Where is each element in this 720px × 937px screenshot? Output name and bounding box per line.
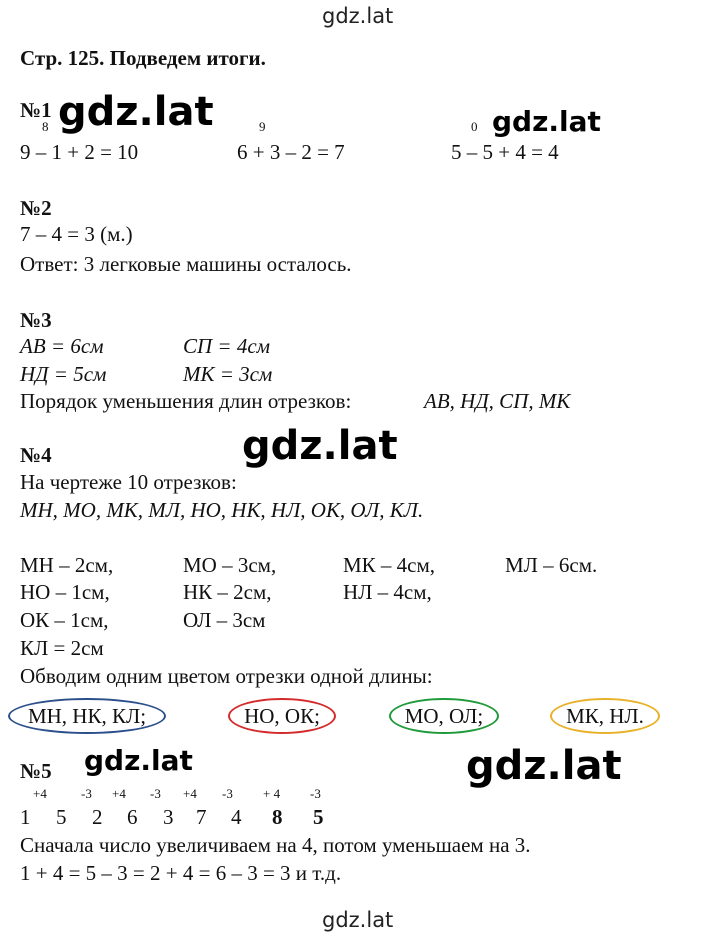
- task5-num: 3: [163, 805, 174, 829]
- task3-label: №3: [20, 308, 52, 332]
- task5-num: 6: [127, 805, 138, 829]
- task1-label: №1: [20, 98, 52, 122]
- task1-sup1: 8: [42, 119, 49, 134]
- page-title: Стр. 125. Подведем итоги.: [20, 46, 266, 70]
- watermark-medium: gdz.lat: [492, 105, 601, 138]
- task5-op: +4: [183, 786, 197, 801]
- task4-length: МО – 3см,: [183, 553, 277, 577]
- task5-line2: 1 + 4 = 5 – 3 = 2 + 4 = 6 – 3 = 3 и т.д.: [20, 861, 342, 885]
- watermark-large: gdz.lat: [466, 743, 622, 789]
- task5-num: 4: [231, 805, 242, 829]
- task4-label: №4: [20, 443, 52, 467]
- task5-op: +4: [112, 786, 126, 801]
- task1-eq2: 6 + 3 – 2 = 7: [237, 140, 345, 164]
- task5-op: + 4: [263, 786, 281, 801]
- task4-line1: На чертеже 10 отрезков:: [20, 470, 237, 494]
- task5-op: -3: [81, 786, 92, 801]
- task4-length: МН – 2см,: [20, 553, 114, 577]
- watermark-large: gdz.lat: [242, 423, 398, 469]
- group-oval-blue: МН, НК, КЛ;: [8, 698, 166, 734]
- task3-mk: МК = 3см: [183, 362, 273, 386]
- task3-nd: НД = 5см: [20, 362, 107, 386]
- task1-sup2: 9: [259, 119, 266, 134]
- task2-line1: 7 – 4 = 3 (м.): [20, 222, 133, 246]
- task5-num-bold: 8: [272, 805, 283, 829]
- watermark-medium: gdz.lat: [84, 744, 193, 777]
- task1-eq3: 5 – 5 + 4 = 4: [451, 140, 559, 164]
- task2-answer: Ответ: 3 легковые машины осталось.: [20, 252, 352, 276]
- task4-length: НК – 2см,: [183, 580, 272, 604]
- task3-sp: СП = 4см: [183, 334, 271, 358]
- task5-num: 1: [20, 805, 31, 829]
- task5-op: -3: [310, 786, 321, 801]
- watermark-bottom: gdz.lat: [322, 908, 394, 932]
- task5-num: 7: [196, 805, 207, 829]
- task5-label: №5: [20, 759, 52, 783]
- group-oval-green: МО, ОЛ;: [389, 698, 499, 734]
- watermark-top: gdz.lat: [322, 4, 394, 28]
- task3-ab: АВ = 6см: [20, 334, 104, 358]
- task4-length: КЛ = 2см: [20, 636, 104, 660]
- task5-num: 2: [92, 805, 103, 829]
- task5-op: -3: [222, 786, 233, 801]
- watermark-large: gdz.lat: [58, 89, 214, 135]
- group-oval-red: НО, ОК;: [228, 698, 336, 734]
- task4-length: МЛ – 6см.: [505, 553, 598, 577]
- task1-eq1: 9 – 1 + 2 = 10: [20, 140, 139, 164]
- task4-length: НО – 1см,: [20, 580, 110, 604]
- task4-segments: МН, МО, МК, МЛ, НО, НК, НЛ, ОК, ОЛ, КЛ.: [20, 498, 424, 522]
- task3-order-value: АВ, НД, СП, МК: [424, 389, 571, 413]
- task4-circle-text: Обводим одним цветом отрезки одной длины:: [20, 664, 433, 688]
- task5-op: -3: [150, 786, 161, 801]
- task4-length: МК – 4см,: [343, 553, 436, 577]
- task4-length: НЛ – 4см,: [343, 580, 432, 604]
- task4-length: ОК – 1см,: [20, 608, 109, 632]
- task5-op: +4: [33, 786, 47, 801]
- task3-order-label: Порядок уменьшения длин отрезков:: [20, 389, 352, 413]
- task5-num: 5: [56, 805, 67, 829]
- task5-num-bold: 5: [313, 805, 324, 829]
- task2-label: №2: [20, 196, 52, 220]
- group-oval-yellow: МК, НЛ.: [550, 698, 660, 734]
- task4-length: ОЛ – 3см: [183, 608, 266, 632]
- task5-line1: Сначала число увеличиваем на 4, потом уменьшаем на 3.: [20, 833, 531, 857]
- task1-sup3: 0: [471, 119, 478, 134]
